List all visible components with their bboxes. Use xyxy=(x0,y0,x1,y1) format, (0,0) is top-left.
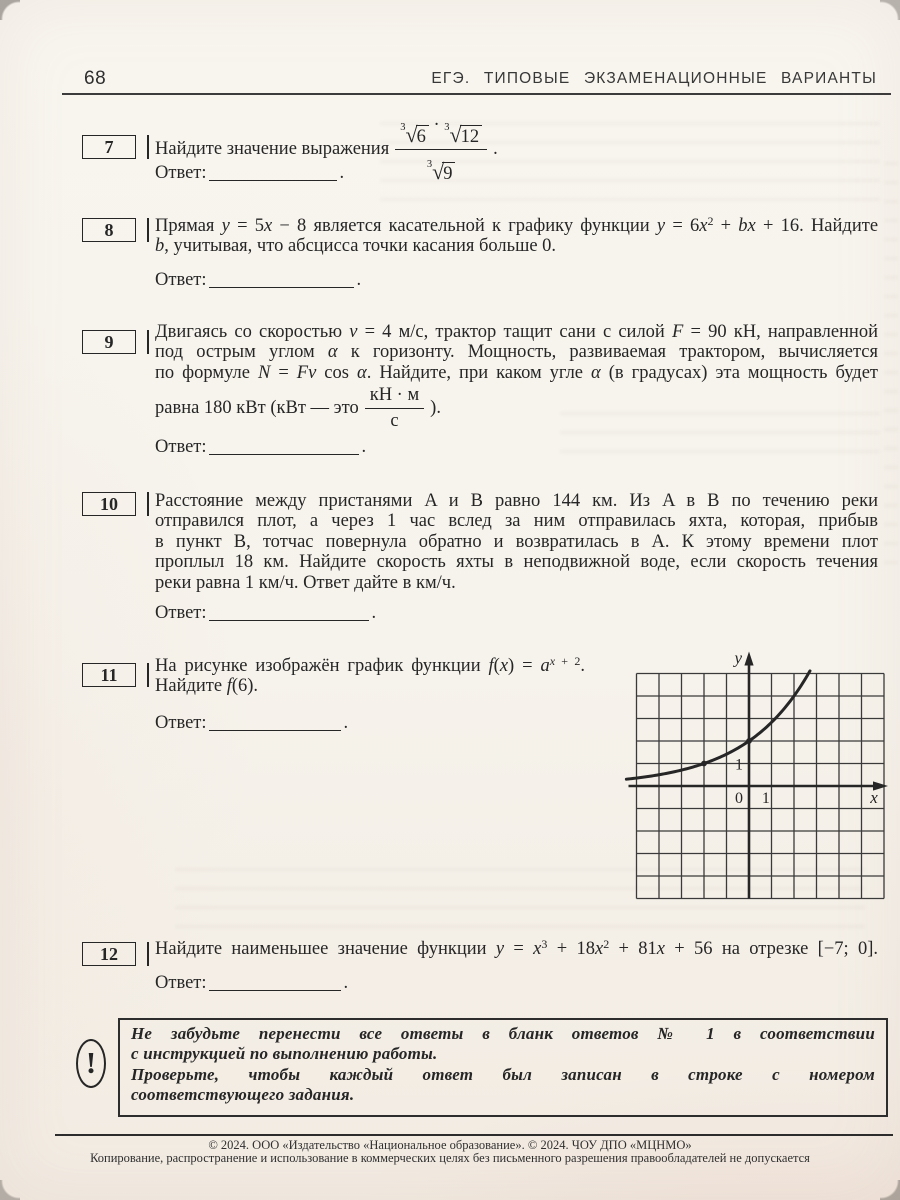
answer-label: Ответ: xyxy=(155,163,207,183)
math-var: x xyxy=(656,939,665,959)
math-var: f xyxy=(488,656,494,676)
problem-number-box: 9 xyxy=(82,330,136,354)
page-corner xyxy=(880,1180,900,1200)
problem-number-box: 10 xyxy=(82,492,136,516)
answer-label: Ответ: xyxy=(155,973,207,993)
math-var: f xyxy=(226,676,232,697)
problem-line: по формуле N = Fv cos α. Найдите, при каком угле α (в градусах) эта мощность будет xyxy=(155,362,878,383)
answer-blank xyxy=(209,729,341,731)
answer-row xyxy=(155,163,344,184)
notice-line: Проверьте, чтобы каждый ответ был записан в строке с номером xyxy=(131,1064,875,1084)
problem-line: На рисунке изображён график функции $f(x) = a^{x + 2}$. xyxy=(155,654,585,676)
problem-line: отправился плот, а через 1 час вслед за ним отправилась яхта, которая, прибыв xyxy=(155,511,878,532)
superscript: 3 xyxy=(541,937,548,951)
math-var: v xyxy=(349,322,358,342)
notice-line: соответствующего задания. xyxy=(131,1085,355,1105)
answer-row xyxy=(155,713,348,734)
root-index: 3 xyxy=(444,122,450,133)
footer-legal: Копирование, распространение и использование в коммерческих целях без письменного разрешения правообладателей не допускается xyxy=(90,1151,810,1165)
superscript: 2 xyxy=(707,214,714,228)
radicand: 12 xyxy=(460,125,483,147)
fraction-numerator: 3 √ 6 · 3 √ 12 xyxy=(395,115,487,150)
fraction-numerator: кН · м xyxy=(365,385,424,409)
x-axis-label: x xyxy=(870,788,878,807)
answer-label: Ответ: xyxy=(155,270,207,290)
notice-line: Не забудьте перенести все ответы в бланк ответов № 1 в соответствии xyxy=(131,1024,875,1043)
problem-text xyxy=(155,656,585,697)
problem-number-divider xyxy=(147,218,149,242)
problem-number-divider xyxy=(147,942,149,966)
math-var: x xyxy=(549,654,556,668)
answer-label: Ответ: xyxy=(155,713,207,733)
footer-copyright: © 2024. ООО «Издательство «Национальное образование». © 2024. ЧОУ ДПО «МЦНМО» xyxy=(208,1138,692,1152)
x-tick-label: 1 xyxy=(761,790,770,807)
radicand: 6 xyxy=(416,125,429,147)
problem-number-divider xyxy=(147,135,149,159)
fraction xyxy=(395,115,487,183)
cube-root xyxy=(444,122,482,147)
problem-line: под острым углом α к горизонту. Мощность, развиваемая трактором, вычисляется xyxy=(155,342,879,363)
cube-root xyxy=(426,158,456,184)
math-var: bx xyxy=(738,216,756,236)
problem-text xyxy=(155,322,878,433)
answer-blank xyxy=(209,989,341,991)
answer-row xyxy=(155,270,361,291)
cube-root xyxy=(400,122,429,147)
problem-number-divider xyxy=(147,330,149,354)
math-var: α xyxy=(327,342,338,363)
problem-line: b, учитывая, что абсцисса точки касания больше 0. xyxy=(155,236,557,257)
math-var: x xyxy=(533,939,542,959)
problem-text xyxy=(155,216,878,257)
radical-sign: √ xyxy=(405,122,418,147)
math-var: y xyxy=(221,216,230,236)
problem-number-box: 8 xyxy=(82,218,136,242)
problem-number-box: 12 xyxy=(82,942,136,966)
answer-row xyxy=(155,437,366,458)
problem-line: проплыл 18 км. Найдите скорость яхты в неподвижной воде, если скорость течения xyxy=(155,552,878,573)
problem-line: Найдите наименьшее значение функции $y = x^3 + 18x^2 + 81x + 56$ на отрезке [−7; 0]. xyxy=(155,937,879,959)
answer-blank xyxy=(209,286,354,288)
math-var: a xyxy=(540,656,550,676)
problem-line: Найдите значение выражения 3 √ 6 · 3 √ 12 3 √ 9 . xyxy=(155,115,498,184)
problem-line: Найдите f(6). xyxy=(155,676,259,697)
math-var: α xyxy=(591,362,601,383)
bleed-through xyxy=(884,150,898,570)
notice-line: с инструкцией по выполнению работы. xyxy=(131,1044,438,1064)
exclamation-glyph: ! xyxy=(85,1045,97,1080)
math-var: x xyxy=(594,939,604,959)
problem-line: равна 180 кВт (кВт — это $\frac{кН \cdot м}{с}$ ). xyxy=(155,385,441,431)
math-var: F xyxy=(672,322,684,342)
math-var: Fv xyxy=(296,362,317,383)
fraction-denominator: с xyxy=(390,410,399,431)
problem-number-divider xyxy=(147,492,149,516)
function-graph xyxy=(614,648,894,914)
header-title: ЕГЭ. ТИПОВЫЕ ЭКЗАМЕНАЦИОННЫЕ ВАРИАНТЫ xyxy=(431,70,877,87)
header-rule xyxy=(62,93,891,95)
y-axis-arrow xyxy=(744,652,753,666)
fraction-denominator xyxy=(422,150,461,184)
problem-line: Прямая y = 5x − 8 является касательной к графику функции $y = 6x^2$ + bx + 16. Найдите xyxy=(155,214,879,236)
answer-blank xyxy=(209,619,369,621)
superscript: x + 2 xyxy=(549,654,581,668)
math-var: y xyxy=(656,216,666,236)
answer-period: . xyxy=(339,163,345,183)
problem-number-divider xyxy=(147,663,149,687)
radical-sign: √ xyxy=(449,122,462,147)
answer-blank xyxy=(209,179,337,181)
root-index: 3 xyxy=(400,122,406,133)
answer-period: . xyxy=(361,437,367,457)
answer-label: Ответ: xyxy=(155,603,207,623)
problem-text xyxy=(155,939,878,959)
page-corner xyxy=(0,0,20,20)
answer-period: . xyxy=(343,713,349,733)
root-index: 3 xyxy=(426,158,433,170)
problem-line: Расстояние между пристанями A и B равно 144 км. Из A в B по течению реки xyxy=(155,491,878,511)
answer-label: Ответ: xyxy=(155,437,207,457)
answer-period: . xyxy=(371,603,377,623)
answer-row xyxy=(155,973,348,994)
exclamation-icon xyxy=(76,1039,106,1088)
marked-point xyxy=(746,738,752,744)
math-var: α xyxy=(356,362,367,383)
origin-label: 0 xyxy=(735,790,743,807)
radicand: 9 xyxy=(442,162,455,184)
marked-point xyxy=(701,761,707,767)
footer-rule xyxy=(55,1134,893,1136)
math-var: x xyxy=(699,216,708,236)
math-var: x xyxy=(499,656,509,676)
problem-line: реки равна 1 км/ч. Ответ дайте в км/ч. xyxy=(155,572,456,593)
radical-sign: √ xyxy=(432,158,445,184)
problem-number-box: 11 xyxy=(82,663,136,687)
math-var: N xyxy=(257,362,271,383)
answer-row xyxy=(155,603,376,624)
answer-period: . xyxy=(343,973,349,993)
superscript: 2 xyxy=(603,937,610,951)
answer-period: . xyxy=(356,270,362,290)
problem-text xyxy=(155,491,878,593)
notice-box xyxy=(118,1018,888,1117)
fraction xyxy=(365,385,424,431)
problem-line: Двигаясь со скоростью v = 4 м/с, трактор тащит сани с силой F = 90 кН, направленной xyxy=(155,322,878,342)
problem-line: в пункт B, тотчас повернула обратно и возвратилась в A. К этому времени плот xyxy=(155,531,878,552)
y-tick-label: 1 xyxy=(735,756,743,774)
page-number: 68 xyxy=(84,68,107,89)
page-corner xyxy=(0,1180,20,1200)
y-axis-label: y xyxy=(734,648,742,668)
page-corner xyxy=(880,0,900,20)
math-var: x xyxy=(263,216,273,236)
answer-blank xyxy=(209,453,359,455)
math-var: y xyxy=(495,939,505,959)
problem-number-box: 7 xyxy=(82,135,136,159)
math-var: b xyxy=(155,236,165,257)
notice-text xyxy=(131,1024,875,1106)
